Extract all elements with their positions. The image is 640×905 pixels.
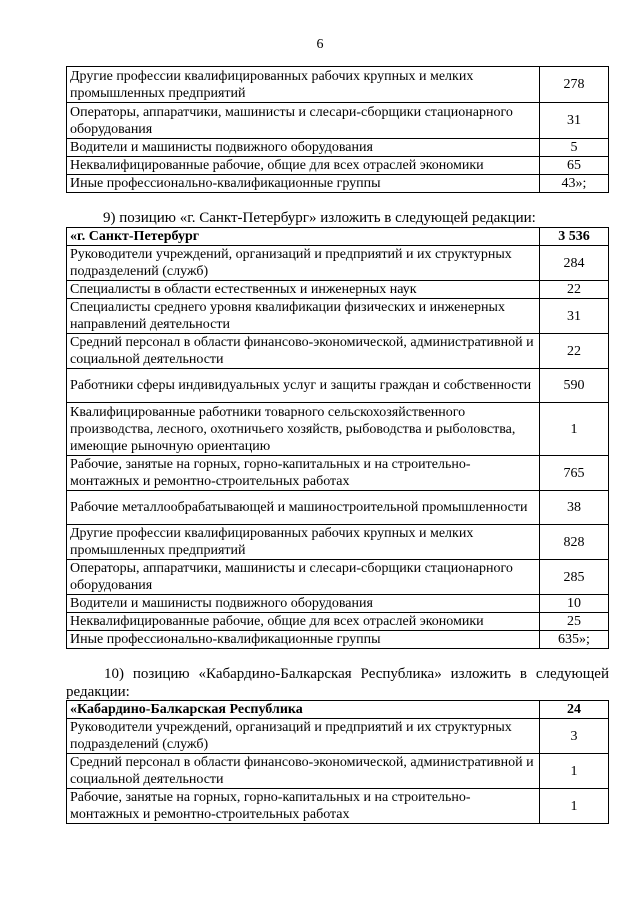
row-value: 278 (540, 67, 609, 103)
row-label: Операторы, аппаратчики, машинисты и слесари-сборщики стационарного оборудования (67, 560, 540, 595)
row-value: 65 (540, 157, 609, 175)
row-label: Квалифицированные работники товарного сельскохозяйственного производства, лесного, охотничьего хозяйств, рыбоводства и рыболовства, имеющие рыночную ориентацию (67, 403, 540, 456)
row-value: 765 (540, 456, 609, 491)
row-label: Средний персонал в области финансово-экономической, административной и социальной деятельности (67, 334, 540, 369)
table-row (67, 719, 609, 754)
region-total: 24 (540, 701, 609, 719)
row-value: 3 (540, 719, 609, 754)
page-number: 6 (316, 37, 324, 52)
row-label: Другие профессии квалифицированных рабочих крупных и мелких промышленных предприятий (67, 67, 540, 103)
table-row (67, 299, 609, 334)
row-label: Водители и машинисты подвижного оборудования (67, 595, 540, 613)
table-row (67, 369, 609, 403)
row-label: Неквалифицированные рабочие, общие для всех отраслей экономики (67, 613, 540, 631)
row-label: Работники сферы индивидуальных услуг и защиты граждан и собственности (67, 369, 540, 403)
row-label: Водители и машинисты подвижного оборудования (67, 139, 540, 157)
row-value: 5 (540, 139, 609, 157)
row-value: 1 (540, 403, 609, 456)
table-row (67, 175, 609, 193)
row-value: 31 (540, 103, 609, 139)
table-row (67, 754, 609, 789)
table-row (67, 157, 609, 175)
table-row (67, 631, 609, 649)
row-value: 38 (540, 491, 609, 525)
paragraph-10: 10) позицию «Кабардино-Балкарская Республика» изложить в следующей редакции: (66, 666, 609, 700)
row-value: 43»; (540, 175, 609, 193)
row-value: 10 (540, 595, 609, 613)
row-label: Рабочие металлообрабатывающей и машиностроительной промышленности (67, 491, 540, 525)
row-label: Неквалифицированные рабочие, общие для всех отраслей экономики (67, 157, 540, 175)
table-row (67, 560, 609, 595)
table-row (67, 403, 609, 456)
row-label: Рабочие, занятые на горных, горно-капитальных и на строительно-монтажных и ремонтно-строительных работах (67, 456, 540, 491)
row-value: 22 (540, 281, 609, 299)
paragraph-9: 9) позицию «г. Санкт-Петербург» изложить в следующей редакции: (103, 210, 536, 226)
row-value: 22 (540, 334, 609, 369)
row-value: 590 (540, 369, 609, 403)
row-value: 635»; (540, 631, 609, 649)
row-value: 828 (540, 525, 609, 560)
region-name: «г. Санкт-Петербург (67, 228, 540, 246)
table-row (67, 456, 609, 491)
row-label: Иные профессионально-квалификационные группы (67, 175, 540, 193)
table-row (67, 281, 609, 299)
row-label: Руководители учреждений, организаций и предприятий и их структурных подразделений (служб) (67, 246, 540, 281)
row-value: 25 (540, 613, 609, 631)
row-value: 1 (540, 789, 609, 824)
table-header-row (67, 701, 609, 719)
row-label: Рабочие, занятые на горных, горно-капитальных и на строительно-монтажных и ремонтно-строительных работах (67, 789, 540, 824)
region-total: 3 536 (540, 228, 609, 246)
table-row (67, 67, 609, 103)
row-label: Иные профессионально-квалификационные группы (67, 631, 540, 649)
row-value: 284 (540, 246, 609, 281)
table-row (67, 525, 609, 560)
row-label: Операторы, аппаратчики, машинисты и слесари-сборщики стационарного оборудования (67, 103, 540, 139)
row-label: Специалисты среднего уровня квалификации физических и инженерных направлений деятельности (67, 299, 540, 334)
row-label: Средний персонал в области финансово-экономической, административной и социальной деятельности (67, 754, 540, 789)
table-row (67, 139, 609, 157)
row-label: Руководители учреждений, организаций и предприятий и их структурных подразделений (служб) (67, 719, 540, 754)
row-value: 285 (540, 560, 609, 595)
table-row (67, 334, 609, 369)
row-value: 31 (540, 299, 609, 334)
table-row (67, 491, 609, 525)
table-saint-petersburg (66, 227, 609, 649)
region-name: «Кабардино-Балкарская Республика (67, 701, 540, 719)
table-row (67, 595, 609, 613)
table-continuation (66, 66, 609, 193)
row-value: 1 (540, 754, 609, 789)
row-label: Специалисты в области естественных и инженерных наук (67, 281, 540, 299)
table-row (67, 246, 609, 281)
table-row (67, 103, 609, 139)
row-label: Другие профессии квалифицированных рабочих крупных и мелких промышленных предприятий (67, 525, 540, 560)
table-row (67, 789, 609, 824)
table-header-row (67, 228, 609, 246)
table-row (67, 613, 609, 631)
table-kabardino-balkaria (66, 700, 609, 824)
